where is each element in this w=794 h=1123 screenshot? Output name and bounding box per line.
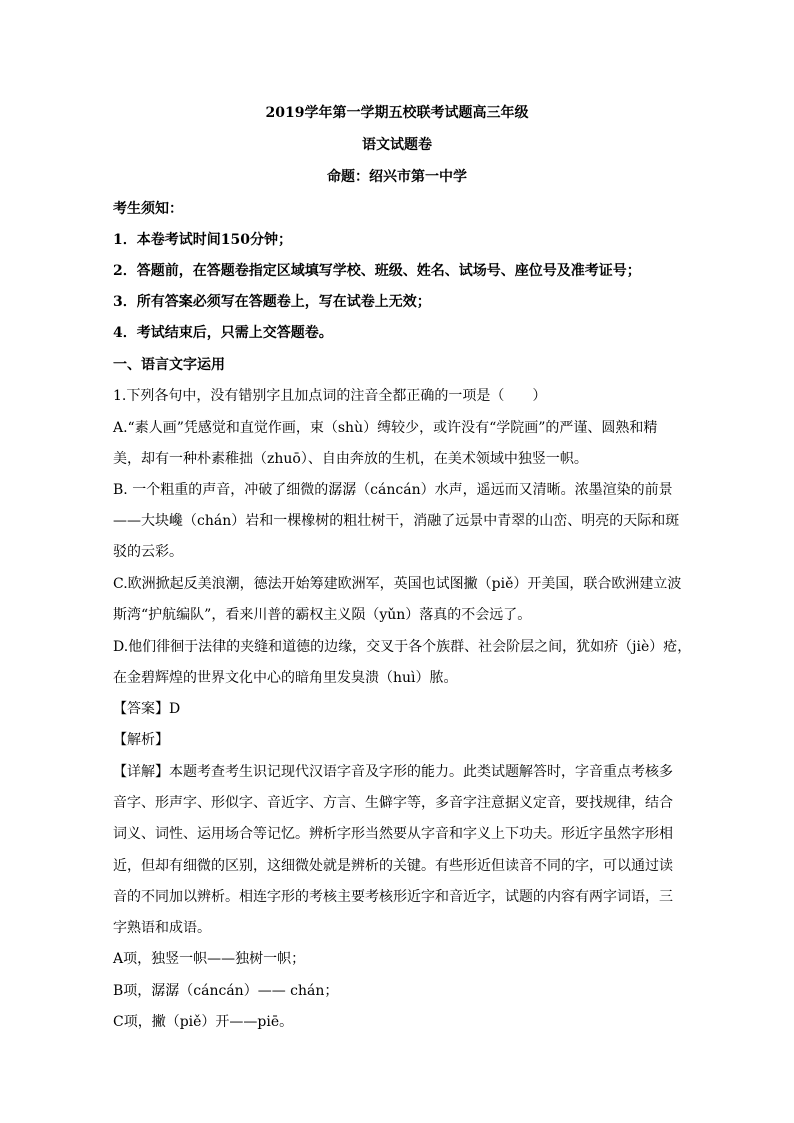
option-line: B. 一个粗重的声音，冲破了细微的潺潺（cáncán）水声，遥远而又清晰。浓墨渲染的前景 [113,482,673,498]
detail-line: 近，但却有细微的区别，这细微处就是辨析的关键。有些形近但读音不同的字，可以通过读 [113,858,673,874]
notice-item: 3．所有答案必须写在答题卷上，写在试卷上无效； [113,294,431,310]
detail-line: 音字、形声字、形似字、音近字、方言、生僻字等，多音字注意据义定音，要找规律，结合 [113,795,673,811]
notice-item: 4．考试结束后，只需上交答题卷。 [113,325,333,341]
exam-title: 2019学年第一学期五校联考试题高三年级 [265,105,529,121]
option-line: A.“素人画”凭感觉和直觉作画，束（shù）缚较少，或许没有“学院画”的严谨、圆熟和精 [113,420,658,436]
detail-line: 词义、词性、运用场合等记忆。辨析字形当然要从字音和字义上下功夫。形近字虽然字形相 [113,826,673,842]
question-stem: 1.下列各句中，没有错别字且加点词的注音全都正确的一项是（ ） [113,388,547,404]
option-line: C.欧洲掀起反美浪潮，德法开始筹建欧洲军，英国也试图撇（piě）开美国，联合欧洲建立波 [113,576,682,592]
detail-line: 字熟语和成语。 [113,920,211,936]
notice-heading: 考生须知： [113,201,183,217]
exam-author: 命题：绍兴市第一中学 [327,169,467,185]
option-line: 美，却有一种朴素稚拙（zhuō）、自由奔放的生机，在美术领域中独竖一帜。 [113,451,588,467]
item-line: C项，撇（piě）开——piē。 [113,1014,294,1030]
exam-subtitle: 语文试题卷 [362,137,432,153]
notice-item: 2．答题前，在答题卷指定区域填写学校、班级、姓名、试场号、座位号及准考证号； [113,263,641,279]
item-line: B项，潺潺（cáncán）—— chán； [113,983,339,999]
option-line: 在金碧辉煌的世界文化中心的暗角里发臭溃（huì）脓。 [113,670,458,686]
answer-line: 【答案】D [113,701,181,717]
detail-line: 【详解】本题考查考生识记现代汉语字音及字形的能力。此类试题解答时，字音重点考核多 [113,764,673,780]
detail-line: 音的不同加以辨析。相连字形的考核主要考核形近字和音近字，试题的内容有两字词语，三 [113,889,673,905]
option-line: ——大块巉（chán）岩和一棵橡树的粗壮树干，消融了远景中青翠的山峦、明亮的天际和斑 [113,513,680,529]
option-line: 斯湾“护航编队”，看来川普的霸权主义陨（yǔn）落真的不会远了。 [113,607,532,623]
analysis-label: 【解析】 [113,732,169,748]
option-line: D.他们徘徊于法律的夹缝和道德的边缘，交叉于各个族群、社会阶层之间，犹如疥（jiè）疮， [113,639,692,655]
option-line: 驳的云彩。 [113,544,183,560]
notice-item: 1．本卷考试时间150分钟； [113,232,292,248]
section-heading: 一、语言文字运用 [113,357,225,373]
item-line: A项，独竖一帜——独树一帜； [113,951,306,967]
